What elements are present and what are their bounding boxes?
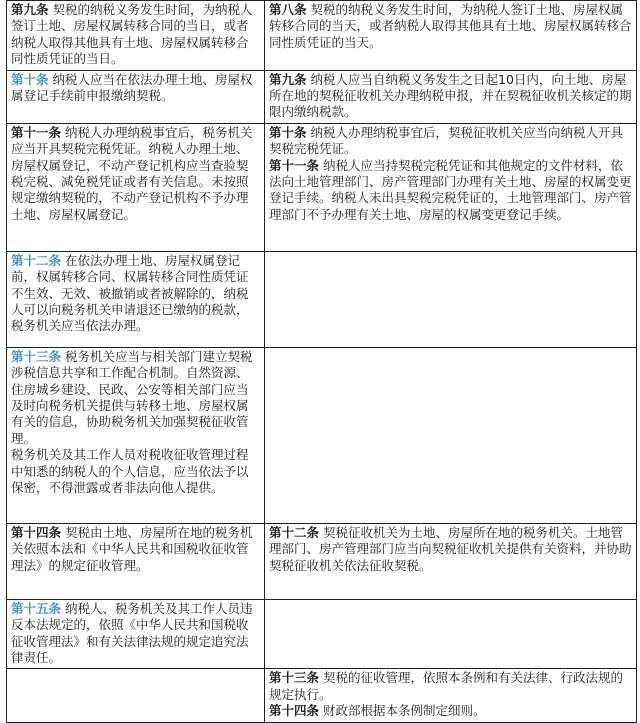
- article-text: 契税的纳税义务发生时间，为纳税人签订土地、房屋权属转移合同的当天，或者纳税人取得其他具有土地、房屋权属转移合同性质凭证的当天。: [269, 2, 632, 50]
- new-law-cell-empty: [7, 669, 265, 722]
- new-law-cell: [7, 523, 265, 599]
- article-text: 纳税人应当在依法办理土地、房屋权属登记手续前申报缴纳契税。: [11, 71, 253, 104]
- article-number: 第九条: [11, 2, 49, 17]
- article-number: 第十条: [269, 124, 307, 140]
- article-number: 第十条: [11, 71, 49, 87]
- old-regulation-cell: [265, 123, 637, 251]
- article-text: 纳税人办理纳税事宜后，契税征收机关应当向纳税人开具契税完税凭证。: [269, 124, 624, 157]
- old-regulation-cell: [265, 70, 637, 123]
- article-text: 在依法办理土地、房屋权属登记前，权属转移合同、权属转移合同性质凭证不生效、无效、被撤销或者被解除的，纳税人可以向税务机关申请退还已缴纳的税款，税务机关应当依法办理。: [11, 252, 249, 334]
- old-regulation-cell: [265, 669, 637, 722]
- new-law-cell: [7, 123, 265, 251]
- new-law-cell: [7, 1, 265, 71]
- article-text: 财政部根据本条例制定细则。: [323, 703, 486, 719]
- table-row: [7, 123, 637, 251]
- old-regulation-cell: [265, 1, 637, 71]
- old-regulation-cell: [265, 523, 637, 599]
- article-number: 第十二条: [269, 524, 320, 540]
- new-law-cell: [7, 70, 265, 123]
- table-row: [7, 669, 637, 722]
- article-number: 第十二条: [11, 252, 62, 268]
- comparison-table: [6, 0, 637, 723]
- article-number: 第九条: [269, 71, 307, 87]
- article-text: 纳税人、税务机关及其工作人员违反本法规定的，依照《中华人民共和国税收征收管理法》和有关法律法规的规定追究法律责任。: [11, 600, 253, 666]
- table-row: [7, 1, 637, 71]
- new-law-cell: [7, 347, 265, 523]
- table-row: [7, 251, 637, 347]
- table-row: [7, 347, 637, 523]
- article-text: 纳税人应当持契税完税凭证和其他规定的文件材料，依法向土地管理部门、房产管理部门办理有关土地、房屋的权属变更登记手续。纳税人未出具契税完税凭证的，土地管理部门、房产管理部门不予办理有关土地、房屋的权属变更登记手续。: [269, 157, 632, 222]
- old-regulation-cell-empty: [265, 251, 637, 347]
- article-number: 第八条: [269, 2, 307, 17]
- old-regulation-cell-empty: [265, 599, 637, 669]
- old-regulation-cell-empty: [265, 347, 637, 523]
- table-row: [7, 523, 637, 599]
- table-row: [7, 599, 637, 669]
- article-text: 契税由土地、房屋所在地的税务机关依照本法和《中华人民共和国税收征收管理法》的规定征收管理。: [11, 524, 253, 573]
- new-law-cell: [7, 251, 265, 347]
- article-number: 第十四条: [11, 524, 62, 540]
- article-number: 第十四条: [269, 703, 320, 719]
- article-text: 纳税人应当自纳税义务发生之日起10日内，向土地、房屋所在地的契税征收机关办理纳税申报，并在契税征收机关核定的期限内缴纳税款。: [269, 71, 632, 120]
- article-text: 契税的征收管理，依照本条例和有关法律、行政法规的规定执行。: [269, 670, 624, 702]
- article-number: 第十一条: [11, 124, 62, 140]
- article-text: 税务机关及其工作人员对税收征收管理过程中知悉的纳税人的个人信息，应当依法予以保密，不得泄露或者非法向他人提供。: [11, 447, 249, 496]
- article-text: 税务机关应当与相关部门建立契税涉税信息共享和工作配合机制。自然资源、住房城乡建设、民政、公安等相关部门应当及时向税务机关提供与转移土地、房屋权属有关的信息，协助税务机关加强契税征收管理。: [11, 348, 253, 446]
- article-text: 契税的纳税义务发生时间，为纳税人签订土地、房屋权属转移合同的当日，或者纳税人取得其他具有土地、房屋权属转移合同性质凭证的当日。: [11, 2, 253, 67]
- article-text: 契税征收机关为土地、房屋所在地的税务机关。土地管理部门、房产管理部门应当向契税征收机关提供有关资料，并协助契税征收机关依法征收契税。: [269, 524, 632, 573]
- new-law-cell: [7, 599, 265, 669]
- article-number: 第十三条: [269, 670, 320, 686]
- article-number: 第十五条: [11, 600, 62, 616]
- article-text: 纳税人办理纳税事宜后，税务机关应当开具契税完税凭证。纳税人办理土地、房屋权属登记，不动产登记机构应当查验契税完税、减免税凭证或者有关信息。未按照规定缴纳契税的，不动产登记机构不予办理土地、房屋权属登记。: [11, 124, 253, 222]
- table-row: [7, 70, 637, 123]
- article-number: 第十三条: [11, 348, 62, 364]
- article-number: 第十一条: [269, 157, 320, 173]
